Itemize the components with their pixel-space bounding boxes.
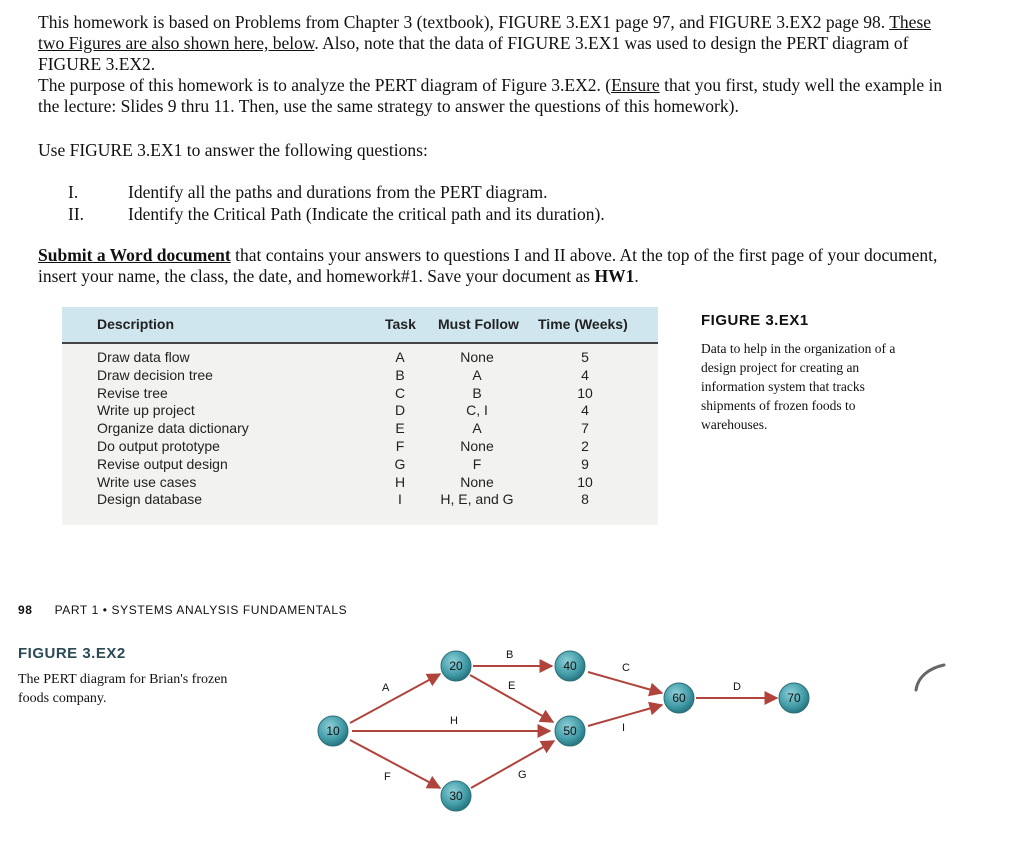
question-1-text: Identify all the paths and durations from the PERT diagram. [128,182,548,202]
edge-label-i: I [622,722,626,734]
edge-g [471,741,554,788]
cell-description: Write use cases [97,473,197,490]
cell-time: 2 [581,437,589,454]
edge-f [350,740,440,788]
node-40 [555,651,585,681]
cell-must-follow: A [472,420,482,437]
cell-time: 8 [581,491,589,508]
cell-must-follow: F [472,455,482,472]
cell-time: 5 [581,349,589,365]
cell-description: Draw data flow [97,349,190,365]
cell-time: 7 [581,420,589,437]
figure-2-title: FIGURE 3.EX2 [18,645,126,662]
edge-label-d: D [733,681,741,693]
node-40-label: 40 [563,659,577,673]
cell-description: Do output prototype [97,437,220,454]
figure-2-caption: The PERT diagram for Brian's frozen foods company. [18,672,228,706]
node-70-label: 70 [787,691,801,705]
page-number: 98 [18,603,33,617]
node-20-label: 20 [449,659,463,673]
purpose-text-a: The purpose of this homework is to analyze the PERT diagram of Figure 3.EX2. ( [38,75,612,95]
node-70 [779,683,809,713]
header-time: Time (Weeks) [538,316,628,332]
cell-task: I [398,491,402,508]
node-10-label: 10 [326,724,340,738]
cell-task: D [394,402,406,419]
cell-task: H [394,473,406,490]
cell-description: Design database [97,491,203,508]
node-50 [555,716,585,746]
header-must-follow: Must Follow [438,316,519,332]
cell-must-follow: None [460,437,494,454]
question-2-text: Identify the Critical Path (Indicate the critical path and its duration). [128,204,605,224]
cell-description: Draw decision tree [97,366,213,383]
cell-must-follow: None [460,349,494,365]
submit-text: that contains your answers to questions I and II above. At the top of the first page of your document, insert your name, the class, the date, and homework#1. Save your document as [38,245,938,286]
cell-task: G [394,455,406,472]
intro-line-2: . Also, note that the data of FIGURE 3.EX1 was used to design the PERT diagram of FIGURE 3.EX2. [38,33,909,74]
cell-task: A [395,349,405,365]
edge-c [588,672,662,693]
purpose-ensure: Ensure [611,75,660,95]
cell-must-follow: H, E, and G [440,491,514,508]
figure-1-caption: Data to help in the organization of a design project for creating an information system that tracks shipments of frozen foods to warehouses. [701,341,896,432]
cell-time: 10 [577,384,593,401]
edge-label-g: G [518,769,527,781]
cell-description: Organize data dictionary [97,420,249,437]
cell-must-follow: C, I [466,402,488,419]
cell-task: C [394,384,406,401]
cell-time: 9 [581,455,589,472]
cell-time: 4 [581,402,589,419]
question-2-number: II. [68,204,85,224]
edge-label-a: A [382,682,390,694]
cell-time: 4 [581,366,589,383]
cell-description: Revise tree [97,384,168,401]
node-10 [318,716,348,746]
intro-line-1: This homework is based on Problems from Chapter 3 (textbook), FIGURE 3.EX1 page 97, and FIGURE 3.EX2 page 98. [38,12,886,32]
header-description: Description [97,316,175,332]
question-1-number: I. [68,182,79,202]
cell-must-follow: B [472,384,482,401]
edge-label-e: E [508,680,516,692]
node-20 [441,651,471,681]
edge-a [350,674,440,723]
edge-label-c: C [622,662,630,674]
cell-task: F [395,437,405,454]
node-60 [664,683,694,713]
submit-lead: Submit a Word document [38,245,231,265]
cell-time: 10 [577,473,593,490]
purpose-text-b: that you first, study well the example in the lecture: Slides 9 thru 11. Then, use the same strategy to answer the questions of this homework). [38,75,943,116]
cell-must-follow: A [472,366,482,383]
node-30-label: 30 [449,789,463,803]
submit-end: . [634,266,639,286]
submit-filename: HW1 [594,266,635,286]
cell-must-follow: None [460,473,494,490]
cell-description: Revise output design [97,455,228,472]
intro-figures-note: These two Figures are also shown here, below [38,12,932,53]
cell-task: B [395,366,405,383]
node-50-label: 50 [563,724,577,738]
node-60-label: 60 [672,691,686,705]
edge-label-h: H [450,715,458,727]
use-figure-line: Use FIGURE 3.EX1 to answer the following questions: [38,140,428,160]
figure-1-title: FIGURE 3.EX1 [701,312,809,329]
scan-mark [916,665,944,690]
cell-task: E [395,420,405,437]
page-header-text: PART 1 • SYSTEMS ANALYSIS FUNDAMENTALS [54,603,348,617]
node-30 [441,781,471,811]
header-task: Task [385,316,416,332]
cell-description: Write up project [97,402,195,419]
edge-label-f: F [384,771,391,783]
edge-label-b: B [506,649,514,661]
